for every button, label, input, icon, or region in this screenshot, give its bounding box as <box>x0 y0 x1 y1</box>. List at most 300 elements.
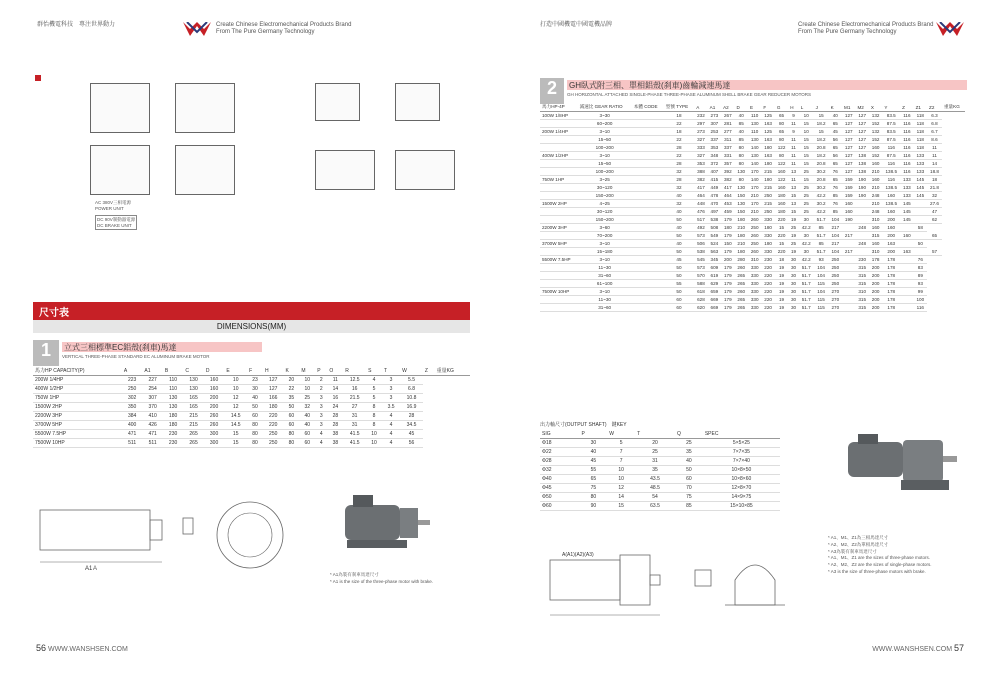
table-cell: 3 <box>382 385 400 394</box>
table-cell <box>842 280 855 288</box>
table-cell: 15 <box>788 208 799 216</box>
table-cell: 80 <box>247 430 263 439</box>
table-cell: 45 <box>400 430 423 439</box>
motor-photo <box>335 490 435 560</box>
table-cell: 30 <box>799 232 814 240</box>
table-cell <box>632 264 664 272</box>
table-cell: 80 <box>247 439 263 448</box>
table-cell: 93 <box>814 256 829 264</box>
table-cell: 16 <box>343 385 366 394</box>
table-cell: 51.7 <box>799 264 814 272</box>
table-cell <box>540 168 578 176</box>
table-cell: 260 <box>735 264 748 272</box>
column-header: M2 <box>855 103 868 112</box>
table-cell: 538 <box>708 216 721 224</box>
table-cell: 80 <box>735 152 748 160</box>
table-cell: 18 <box>664 112 694 120</box>
table-cell: 48.5 <box>635 484 675 493</box>
table-cell: 179 <box>721 248 734 256</box>
dim-label-a-series: A(A1)(A2)(A3) <box>562 552 594 558</box>
column-header: H <box>788 103 799 112</box>
table-cell: 160 <box>842 208 855 216</box>
table-cell: 459 <box>721 208 734 216</box>
table-cell: 10×8×60 <box>703 475 780 484</box>
table-cell: 476 <box>694 208 707 216</box>
table-cell <box>914 208 927 216</box>
table-cell: 2200W 3HP <box>33 412 122 421</box>
table-cell: 179 <box>721 280 734 288</box>
table-cell <box>632 160 664 168</box>
table-cell: 508 <box>708 224 721 232</box>
table-cell: 15 <box>814 128 829 136</box>
table-cell: 210 <box>748 208 761 216</box>
table-cell: 40 <box>664 240 694 248</box>
column-header: K <box>283 366 299 376</box>
table-cell: 11 <box>927 152 942 160</box>
column-header: F <box>247 366 263 376</box>
table-row <box>540 439 780 448</box>
table-cell: 22 <box>664 152 694 160</box>
table-row <box>540 248 965 256</box>
table-cell <box>842 240 855 248</box>
table-cell: 4 <box>366 376 382 385</box>
table-cell: 471 <box>142 430 162 439</box>
table-cell: 7×7×40 <box>703 457 780 466</box>
table-cell: 3~10 <box>578 240 632 248</box>
table-cell <box>900 296 913 304</box>
website-left: WWW.WANSHSEN.COM <box>47 646 128 653</box>
table-cell: 165 <box>183 403 203 412</box>
table-cell: 178 <box>882 264 900 272</box>
table-cell: 330 <box>748 280 761 288</box>
table-cell: 350 <box>122 403 142 412</box>
table-cell: 573 <box>694 232 707 240</box>
table-cell: 220 <box>761 280 774 288</box>
table-cell: 13 <box>788 168 799 176</box>
table-cell: 3 <box>382 394 400 403</box>
table-cell: 15~180 <box>578 248 632 256</box>
table-cell: 30 <box>788 296 799 304</box>
table-cell: 227 <box>142 376 162 385</box>
table-cell: 250 <box>829 264 842 272</box>
table-cell: 42.2 <box>799 224 814 232</box>
table-cell <box>900 240 913 248</box>
table-cell: 133 <box>914 168 927 176</box>
table-cell: 118 <box>914 136 927 144</box>
table-row <box>540 272 965 280</box>
table-cell: 250 <box>263 439 283 448</box>
table-cell: 138.5 <box>882 168 900 176</box>
column-header: T <box>382 366 400 376</box>
table-cell: 60 <box>247 412 263 421</box>
table-row <box>540 280 965 288</box>
sub-section-title: 立式三相標準EC鋁殼(刹車)馬達 <box>62 342 262 352</box>
table-cell: 40 <box>299 421 315 430</box>
table-cell: 24 <box>327 403 343 412</box>
column-header: J <box>814 103 829 112</box>
wiring-box-1 <box>90 83 150 133</box>
table-cell: 330 <box>761 232 774 240</box>
table-row <box>540 304 965 312</box>
gear-motor-table <box>540 103 965 312</box>
table-cell: 3 <box>382 376 400 385</box>
table-cell: 50 <box>664 288 694 296</box>
table-cell: 30 <box>788 280 799 288</box>
table-cell: 524 <box>708 240 721 248</box>
table-cell: 160 <box>882 208 900 216</box>
column-header: Q <box>675 430 703 439</box>
wiring-box-3 <box>315 83 360 121</box>
table-cell: 180 <box>735 232 748 240</box>
table-cell <box>540 160 578 168</box>
table-cell: 217 <box>829 240 842 248</box>
table-cell: 15 <box>224 439 247 448</box>
table-cell: 65 <box>829 160 842 168</box>
table-row <box>540 256 965 264</box>
table-cell: 127 <box>263 376 283 385</box>
table-cell: 130 <box>183 385 203 394</box>
column-header: T <box>635 430 675 439</box>
table-cell: 315 <box>855 304 868 312</box>
table-cell <box>632 168 664 176</box>
table-cell: 210 <box>735 224 748 232</box>
table-cell: 180 <box>263 403 283 412</box>
table-cell: 260 <box>204 421 224 430</box>
table-cell: 273 <box>694 128 707 136</box>
column-header: D <box>735 103 748 112</box>
table-cell: 80 <box>579 493 607 502</box>
sub-section-number-2: 2 <box>540 78 564 104</box>
table-cell: 511 <box>142 439 162 448</box>
table-cell: 10×8×50 <box>703 466 780 475</box>
table-cell: 179 <box>721 304 734 312</box>
table-cell: 220 <box>761 304 774 312</box>
table-cell: 25 <box>635 448 675 457</box>
table-cell <box>632 136 664 144</box>
table-cell: 31~60 <box>578 304 632 312</box>
column-header: 馬力HP-4P <box>540 103 578 112</box>
sub-section-en: VERTICAL THREE-PHASE STANDARD EC ALUMINUM BRAKE MOTOR <box>62 354 210 359</box>
table-cell: 170 <box>748 168 761 176</box>
table-cell: 122 <box>775 176 788 184</box>
table-cell: 200 <box>869 264 882 272</box>
table-cell: 260 <box>748 216 761 224</box>
table-cell: 453 <box>721 200 734 208</box>
table-cell: 618 <box>694 288 707 296</box>
table-cell: 549 <box>708 232 721 240</box>
table-cell: 573 <box>694 264 707 272</box>
table-cell: 56 <box>829 152 842 160</box>
table-cell: 35 <box>675 448 703 457</box>
table-cell: 417 <box>721 184 734 192</box>
table-cell: 127 <box>263 385 283 394</box>
table-row <box>540 200 965 208</box>
table-cell: 116 <box>882 160 900 168</box>
table-cell: 19 <box>788 232 799 240</box>
table-row <box>540 136 965 144</box>
table-cell: 1500W 2HP <box>540 200 578 208</box>
table-cell: 5500W 7.5HP <box>33 430 122 439</box>
table-cell: 11 <box>788 160 799 168</box>
table-cell <box>842 296 855 304</box>
table-cell: 265 <box>183 439 203 448</box>
table-cell: 190 <box>855 192 868 200</box>
table-cell: 250 <box>829 256 842 264</box>
table-cell: 217 <box>842 248 855 256</box>
table-cell: 14 <box>607 493 635 502</box>
table-cell: 63.5 <box>635 502 675 511</box>
table-cell: 230 <box>855 256 868 264</box>
table-cell: Φ28 <box>540 457 579 466</box>
table-cell <box>632 304 664 312</box>
table-cell: 22 <box>664 136 694 144</box>
table-cell: 260 <box>735 288 748 296</box>
table-cell: 133 <box>900 184 913 192</box>
table-cell: 7500W 10HP <box>33 439 122 448</box>
table-cell: 5 <box>366 394 382 403</box>
table-cell <box>855 232 868 240</box>
table-cell: 178 <box>882 304 900 312</box>
table-cell: 130 <box>183 376 203 385</box>
table-cell: 60 <box>299 439 315 448</box>
table-cell: 90 <box>579 502 607 511</box>
table-row <box>540 112 965 120</box>
table-cell: 220 <box>775 232 788 240</box>
column-header: P <box>579 430 607 439</box>
table-cell: 93 <box>914 280 927 288</box>
table-cell: 31~60 <box>578 272 632 280</box>
column-header: R <box>343 366 366 376</box>
table-cell: 15 <box>224 430 247 439</box>
table-cell: 1500W 2HP <box>33 403 122 412</box>
table-cell: 200 <box>204 394 224 403</box>
table-cell: 118 <box>914 128 927 136</box>
table-cell: 30 <box>799 248 814 256</box>
table-cell: 232 <box>694 112 707 120</box>
table-cell: 130 <box>163 403 183 412</box>
column-header: 馬力HP CAPACITY(P) <box>33 366 122 376</box>
left-header-text: 群怡機電科技 專注世界動力 <box>37 22 116 28</box>
table-cell: 7500W 10HP <box>540 288 578 296</box>
table-cell: 14 <box>327 385 343 394</box>
table-cell: 166 <box>263 394 283 403</box>
table-cell: 16 <box>327 394 343 403</box>
table-cell: 492 <box>694 224 707 232</box>
table-cell: 22 <box>283 385 299 394</box>
table-cell: 190 <box>842 216 855 224</box>
table-cell: 127 <box>855 136 868 144</box>
table-cell: 85 <box>829 208 842 216</box>
table-cell: 750W 1HP <box>33 394 122 403</box>
table-cell: 217 <box>842 232 855 240</box>
table-cell <box>632 128 664 136</box>
table-cell: 330 <box>748 296 761 304</box>
table-cell: 2200W 3HP <box>540 224 578 232</box>
table-cell <box>632 144 664 152</box>
gear-motor-photo <box>843 430 968 500</box>
table-cell: 130 <box>748 120 761 128</box>
table-cell: 3 <box>315 421 327 430</box>
table-cell: 471 <box>122 430 142 439</box>
table-cell: 260 <box>748 232 761 240</box>
sub-section-en-2: GH HORIZONTAL ATTACHED SINGLE-PHASE THREE-PHASE ALUMINUM SHELL BRAKE GEAR REDUCER MOTORS <box>567 92 812 97</box>
wiring-box-2 <box>175 83 235 133</box>
table-cell: 83.5 <box>882 112 900 120</box>
table-cell: 30.2 <box>814 168 829 176</box>
table-cell <box>540 296 578 304</box>
table-cell: 19 <box>775 272 788 280</box>
table-cell: 160 <box>204 376 224 385</box>
table-cell: 11 <box>327 376 343 385</box>
table-cell: 345 <box>708 256 721 264</box>
left-footer <box>36 643 128 653</box>
table-cell: 300 <box>204 439 224 448</box>
table-cell: 65 <box>579 475 607 484</box>
table-cell: 310 <box>869 216 882 224</box>
table-cell: 40 <box>664 208 694 216</box>
brand-logo-icon <box>183 22 211 36</box>
table-cell: 18.2 <box>814 120 829 128</box>
table-cell: 100~200 <box>578 144 632 152</box>
table-cell: 115 <box>814 304 829 312</box>
table-cell: 10.8 <box>400 394 423 403</box>
table-cell: 42.2 <box>799 240 814 248</box>
table-cell: 215 <box>761 200 774 208</box>
table-cell: 160 <box>869 176 882 184</box>
table-cell: 315 <box>869 232 882 240</box>
table-cell <box>540 136 578 144</box>
table-cell: 150 <box>721 240 734 248</box>
table-cell: 7 <box>607 448 635 457</box>
table-cell: 337 <box>708 136 721 144</box>
table-cell: 10 <box>607 466 635 475</box>
table-cell <box>900 224 913 232</box>
table-cell: 470 <box>708 200 721 208</box>
table-cell: 116 <box>900 160 913 168</box>
table-cell: 138.5 <box>882 200 900 208</box>
table-cell <box>632 288 664 296</box>
column-header: L <box>799 103 814 112</box>
table-cell: 588 <box>694 280 707 288</box>
table-cell: 65 <box>927 232 942 240</box>
table-cell: 7 <box>607 457 635 466</box>
table-cell: 3 <box>315 394 327 403</box>
column-header: O <box>327 366 343 376</box>
table-cell: 60 <box>664 296 694 304</box>
wiring-box-5 <box>90 145 150 195</box>
table-cell: 327 <box>694 136 707 144</box>
table-row <box>33 430 470 439</box>
table-cell <box>900 288 913 296</box>
table-cell: 85 <box>829 192 842 200</box>
table-cell: 56 <box>400 439 423 448</box>
table-cell: 12 <box>607 484 635 493</box>
table-cell: 51.7 <box>799 296 814 304</box>
table-cell: 400W 1/2HP <box>540 152 578 160</box>
table-cell: 30 <box>579 439 607 448</box>
table-cell: 127 <box>842 120 855 128</box>
table-cell: 538 <box>694 248 707 256</box>
table-cell: 302 <box>122 394 142 403</box>
table-cell: 248 <box>869 208 882 216</box>
table-row <box>540 152 965 160</box>
table-cell: 220 <box>775 248 788 256</box>
table-cell: 659 <box>708 288 721 296</box>
table-cell: 506 <box>694 240 707 248</box>
table-row <box>540 448 780 457</box>
table-cell: 15 <box>775 240 788 248</box>
table-cell: 388 <box>694 168 707 176</box>
table-cell: 545 <box>694 256 707 264</box>
table-cell: 51.7 <box>799 304 814 312</box>
table-cell <box>900 280 913 288</box>
table-cell: 57 <box>927 248 942 256</box>
table-cell: Φ60 <box>540 502 579 511</box>
table-cell: 130 <box>735 184 748 192</box>
table-cell: 127 <box>842 112 855 120</box>
table-cell: 138.5 <box>882 184 900 192</box>
table-cell: 180 <box>761 160 774 168</box>
column-header: 重量KG <box>435 366 470 376</box>
sub-section-title-2: GH臥式附三相、單相鋁殼(刹車)齒輪減速馬達 <box>567 80 967 90</box>
table-cell: 311 <box>721 136 734 144</box>
table-cell: 21.5 <box>343 394 366 403</box>
marker-square <box>35 75 41 81</box>
table-cell: 180 <box>775 192 788 200</box>
table-cell: 353 <box>694 160 707 168</box>
table-cell: 179 <box>721 272 734 280</box>
table-cell: 190 <box>855 176 868 184</box>
table-cell: 331 <box>721 152 734 160</box>
table-cell: 10 <box>299 376 315 385</box>
table-cell: 145 <box>900 200 913 208</box>
gear-motor-dimension-drawing <box>540 545 820 635</box>
table-cell: 337 <box>721 144 734 152</box>
table-cell: 20.8 <box>814 160 829 168</box>
table-cell: 30 <box>788 256 799 264</box>
table-cell: 10 <box>799 112 814 120</box>
left-notes: * A1為裝有刹車馬達尺寸 * A1 is the size of the three-phase motor with brake. <box>330 572 434 584</box>
table-cell: 12.5 <box>343 376 366 385</box>
table-cell: 22 <box>664 120 694 128</box>
page-number-right: 57 <box>953 643 964 653</box>
table-cell: 110 <box>748 128 761 136</box>
table-row <box>33 403 470 412</box>
column-header: Y <box>882 103 900 112</box>
table-cell: 127 <box>842 128 855 136</box>
table-cell: 65 <box>829 144 842 152</box>
table-cell: 250 <box>761 208 774 216</box>
table-cell: 19 <box>775 264 788 272</box>
table-cell: 30~120 <box>578 184 632 192</box>
table-row <box>33 385 470 394</box>
table-cell: 6.7 <box>927 128 942 136</box>
table-cell: 18 <box>927 176 942 184</box>
table-cell: 138 <box>855 160 868 168</box>
table-cell: 220 <box>775 216 788 224</box>
table-cell: 110 <box>748 112 761 120</box>
table-cell: 464 <box>694 192 707 200</box>
table-cell: 51.7 <box>814 248 829 256</box>
table-cell: 58 <box>914 224 927 232</box>
table-cell: 248 <box>869 192 882 200</box>
table-cell: 270 <box>829 304 842 312</box>
table-cell: 180 <box>761 176 774 184</box>
table-cell: 15 <box>814 112 829 120</box>
table-cell: 669 <box>708 304 721 312</box>
table-cell: 18.2 <box>814 136 829 144</box>
column-header: C <box>183 366 203 376</box>
